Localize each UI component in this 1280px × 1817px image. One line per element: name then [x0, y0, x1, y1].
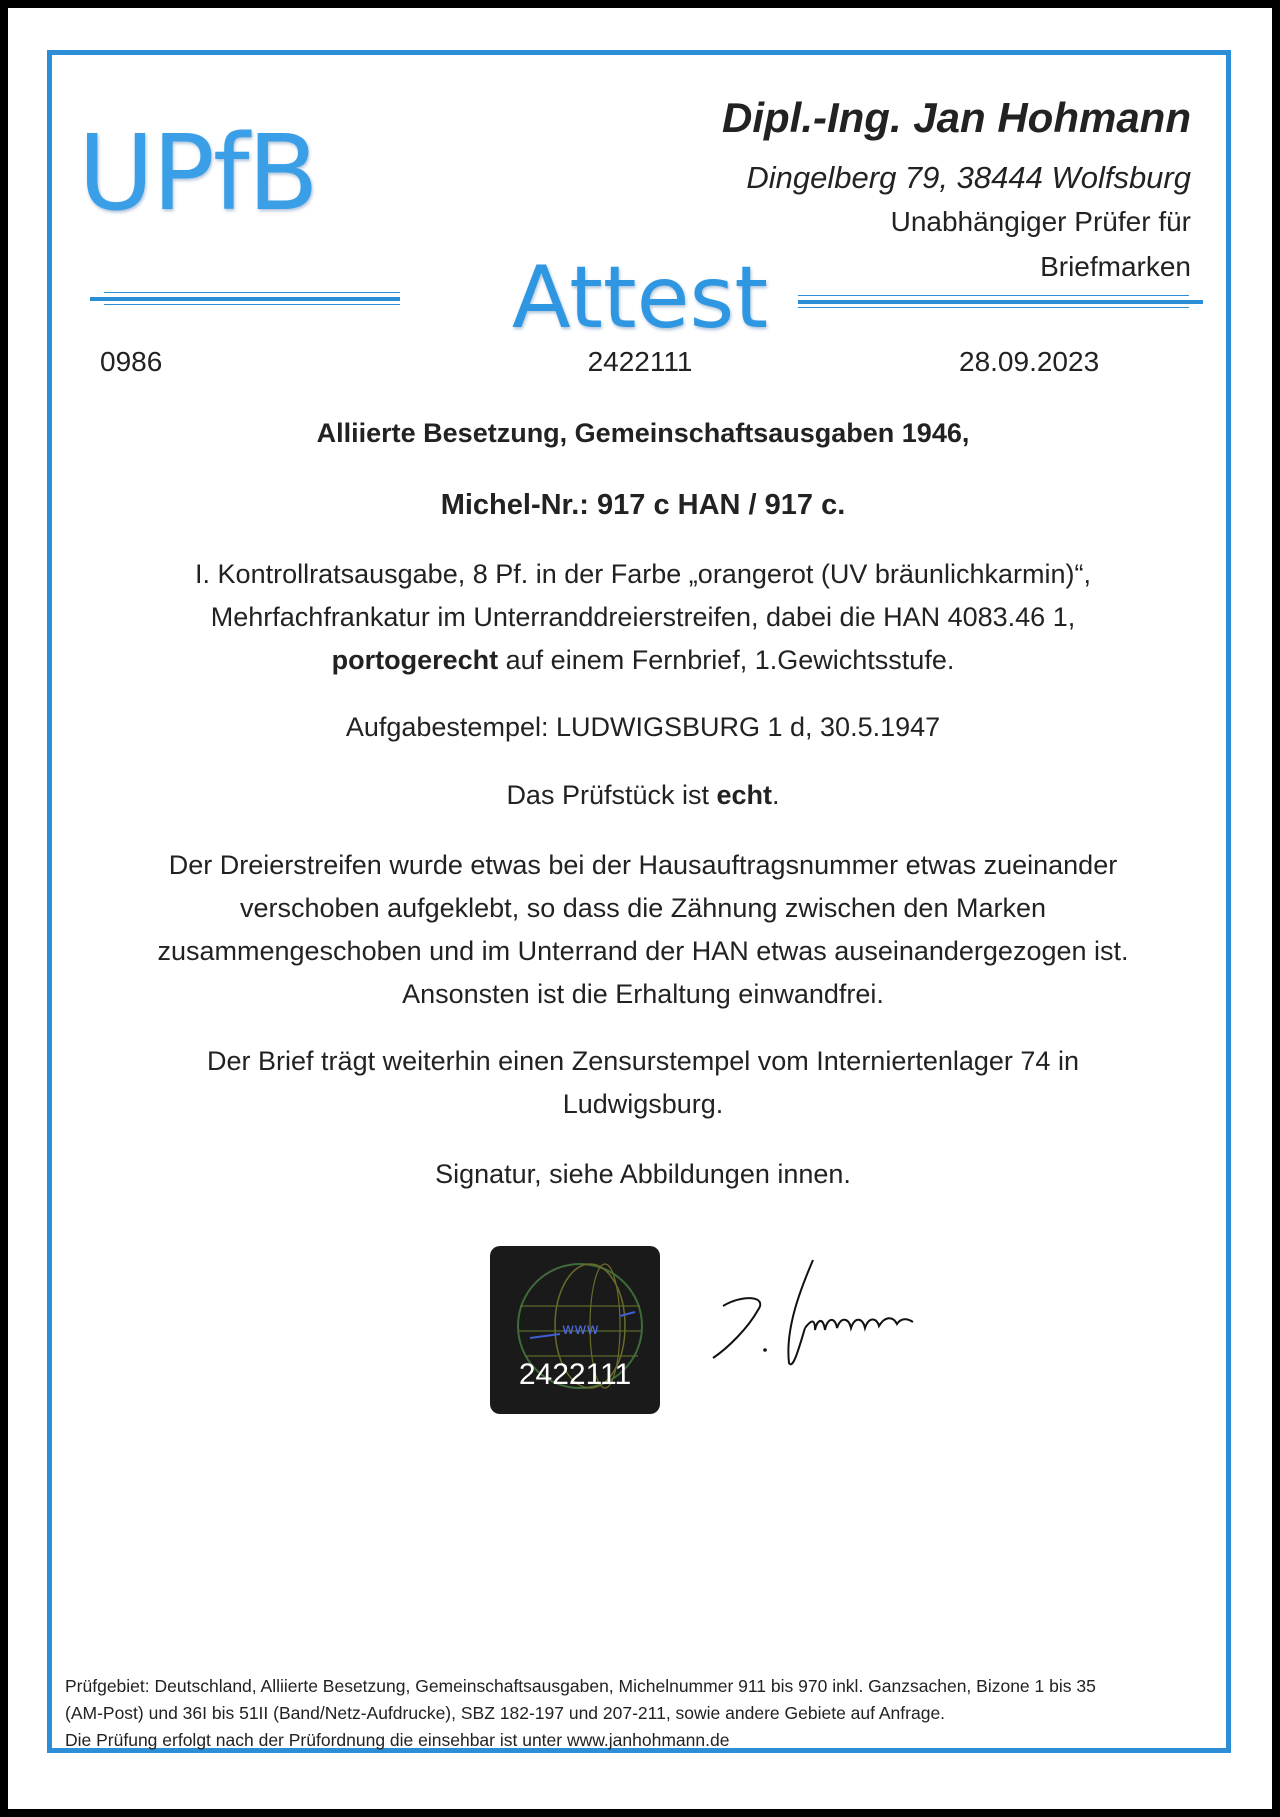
- verdict-period: .: [772, 780, 780, 810]
- document-title: Attest: [511, 248, 769, 348]
- censor-line: Ludwigsburg.: [562, 1089, 724, 1119]
- certificate-date: 28.09.2023: [959, 346, 1100, 377]
- michel-number: Michel-Nr.: 917 c HAN / 917 c.: [440, 489, 846, 521]
- description-line: I. Kontrollratsausgabe, 8 Pf. in der Farbe „orangerot (UV bräunlichkarmin)“,: [195, 559, 1091, 589]
- postmark-text: Aufgabestempel: LUDWIGSBURG 1 d, 30.5.1947: [345, 712, 941, 742]
- description: [68, 553, 1218, 682]
- condition-notes: [68, 844, 1218, 1016]
- verdict-result: echt: [716, 780, 773, 810]
- verdict-text: Das Prüfstück ist: [506, 780, 717, 810]
- handwritten-signature: [703, 1258, 963, 1388]
- decorative-rule-right: [798, 295, 1203, 309]
- examiner-role-line2: Briefmarken: [1040, 251, 1191, 282]
- footer-notes: [65, 1673, 1096, 1754]
- reference-number: 0986: [100, 346, 163, 377]
- signature-note: Signatur, siehe Abbildungen innen.: [435, 1159, 851, 1189]
- footer-line: Prüfgebiet: Deutschland, Alliierte Besetzung, Gemeinschaftsausgaben, Michelnummer 911 bis 970 inkl. Ganzsachen, Bizone 1 bis 35: [65, 1676, 1096, 1696]
- description-line: [68, 639, 1218, 682]
- condition-line: verschoben aufgeklebt, so dass die Zähnung zwischen den Marken: [240, 893, 1046, 923]
- description-line: Mehrfachfrankatur im Unterranddreierstreifen, dabei die HAN 4083.46 1,: [210, 602, 1076, 632]
- certificate-page: [8, 8, 1272, 1809]
- condition-line: Der Dreierstreifen wurde etwas bei der Hausauftragsnummer etwas zueinander: [168, 850, 1118, 880]
- hologram-number: 2422111: [518, 1358, 632, 1391]
- footer-line: (AM-Post) und 36I bis 51II (Band/Netz-Aufdrucke), SBZ 182-197 und 207-211, sowie andere Gebiete auf Anfrage.: [65, 1703, 946, 1723]
- censor-notes: [68, 1040, 1218, 1126]
- upfb-logo: UPfB: [78, 112, 317, 234]
- certificate-number: 2422111: [587, 346, 693, 377]
- censor-line: Der Brief trägt weiterhin einen Zensurstempel vom Interniertenlager 74 in: [207, 1046, 1079, 1076]
- footer-line: Die Prüfung erfolgt nach der Prüfordnung die einsehbar ist unter www.janhohmann.de: [65, 1730, 730, 1750]
- condition-line: Ansonsten ist die Erhaltung einwandfrei.: [402, 979, 884, 1009]
- examiner-address: Dingelberg 79, 38444 Wolfsburg: [746, 160, 1191, 195]
- issue-area: Alliierte Besetzung, Gemeinschaftsausgaben 1946,: [316, 418, 970, 448]
- description-text: auf einem Fernbrief, 1.Gewichtsstufe.: [498, 645, 955, 675]
- examiner-name: Dipl.-Ing. Jan Hohmann: [722, 94, 1191, 141]
- hologram-www-label: www: [562, 1320, 599, 1338]
- postage-correct-label: portogerecht: [331, 645, 499, 675]
- verdict: [68, 774, 1218, 817]
- hologram-seal: [490, 1246, 660, 1414]
- condition-line: zusammengeschoben und im Unterrand der HAN etwas auseinandergezogen ist.: [157, 936, 1129, 966]
- examiner-role-line1: Unabhängiger Prüfer für: [890, 206, 1191, 237]
